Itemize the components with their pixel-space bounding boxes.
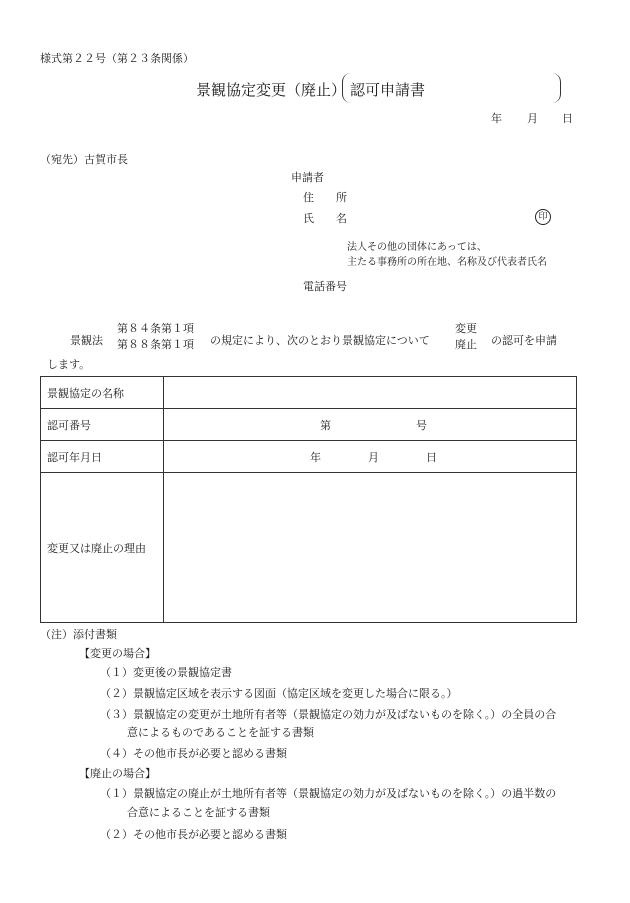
notes-change-item-4: （４）その他市長が必要と認める書類 xyxy=(100,747,287,760)
permit-date-day: 日 xyxy=(426,450,437,464)
statement-mid: の規定により、次のとおり景観協定について xyxy=(210,334,430,347)
label-permit-date: 認可年月日 xyxy=(41,441,164,473)
notes-heading: （注）添付書類 xyxy=(40,628,117,641)
name-label: 氏 名 xyxy=(303,212,347,225)
label-reason: 変更又は廃止の理由 xyxy=(41,473,164,623)
table-row xyxy=(41,409,577,441)
notes-change-heading: 【変更の場合】 xyxy=(79,647,156,660)
notes-abolish-item-2: （２）その他市長が必要と認める書類 xyxy=(100,828,287,841)
statement-continuation: します。 xyxy=(47,358,91,371)
addressee: （宛先）古賀市長 xyxy=(40,153,128,166)
statement-law: 景観法 xyxy=(70,334,103,347)
form-title: 景観協定変更（廃止） xyxy=(196,81,347,99)
statement-end: の認可を申請 xyxy=(491,334,557,347)
permit-number-gou: 号 xyxy=(416,418,427,432)
table-row xyxy=(41,441,577,473)
permit-date-field[interactable] xyxy=(164,441,577,473)
table-row xyxy=(41,473,577,623)
notes-change-item-1: （１）変更後の景観協定書 xyxy=(100,666,232,679)
permit-number-dai: 第 xyxy=(320,418,331,432)
applicant-heading: 申請者 xyxy=(291,171,324,184)
phone-label: 電話番号 xyxy=(303,280,347,293)
agreement-name-field[interactable] xyxy=(164,377,577,409)
address-label: 住 所 xyxy=(303,191,347,204)
reason-field[interactable] xyxy=(164,473,577,623)
table-row xyxy=(41,377,577,409)
date-day: 日 xyxy=(562,112,573,125)
date-year: 年 xyxy=(491,112,502,125)
notes-abolish-heading: 【廃止の場合】 xyxy=(79,767,156,780)
statement-article-2: 第８８条第１項 xyxy=(117,338,194,351)
permit-date-year: 年 xyxy=(310,450,321,464)
date-month: 月 xyxy=(527,112,538,125)
permit-date-month: 月 xyxy=(368,450,379,464)
form-title-bracket-text: 認可申請書 xyxy=(350,81,426,99)
notes-abolish-item-1-cont: 合意によることを証する書類 xyxy=(127,806,270,819)
corp-note-line-1: 法人その他の団体にあっては、 xyxy=(347,242,487,253)
form-number: 様式第２２号（第２３条関係） xyxy=(40,52,194,65)
statement-article-1: 第８４条第１項 xyxy=(117,322,194,335)
label-agreement-name: 景観協定の名称 xyxy=(41,377,164,409)
notes-change-item-3-cont: 意によるものであることを証する書類 xyxy=(127,726,314,739)
seal-mark: 印 xyxy=(535,209,551,225)
permit-number-field[interactable] xyxy=(164,409,577,441)
notes-change-item-3: （３）景観協定の変更が土地所有者等（景観協定の効力が及ばないものを除く。）の全員の合 xyxy=(100,708,557,721)
application-table xyxy=(40,376,577,623)
notes-change-item-2: （２）景観協定区域を表示する図面（協定区域を変更した場合に限る。） xyxy=(100,687,458,700)
label-permit-number: 認可番号 xyxy=(41,409,164,441)
statement-option-change: 変更 xyxy=(455,322,477,335)
corp-note-line-2: 主たる事務所の所在地、名称及び代表者氏名 xyxy=(347,257,547,268)
statement-option-abolish: 廃止 xyxy=(455,338,477,351)
notes-abolish-item-1: （１）景観協定の廃止が土地所有者等（景観協定の効力が及ばないものを除く。）の過半数の xyxy=(100,787,557,800)
